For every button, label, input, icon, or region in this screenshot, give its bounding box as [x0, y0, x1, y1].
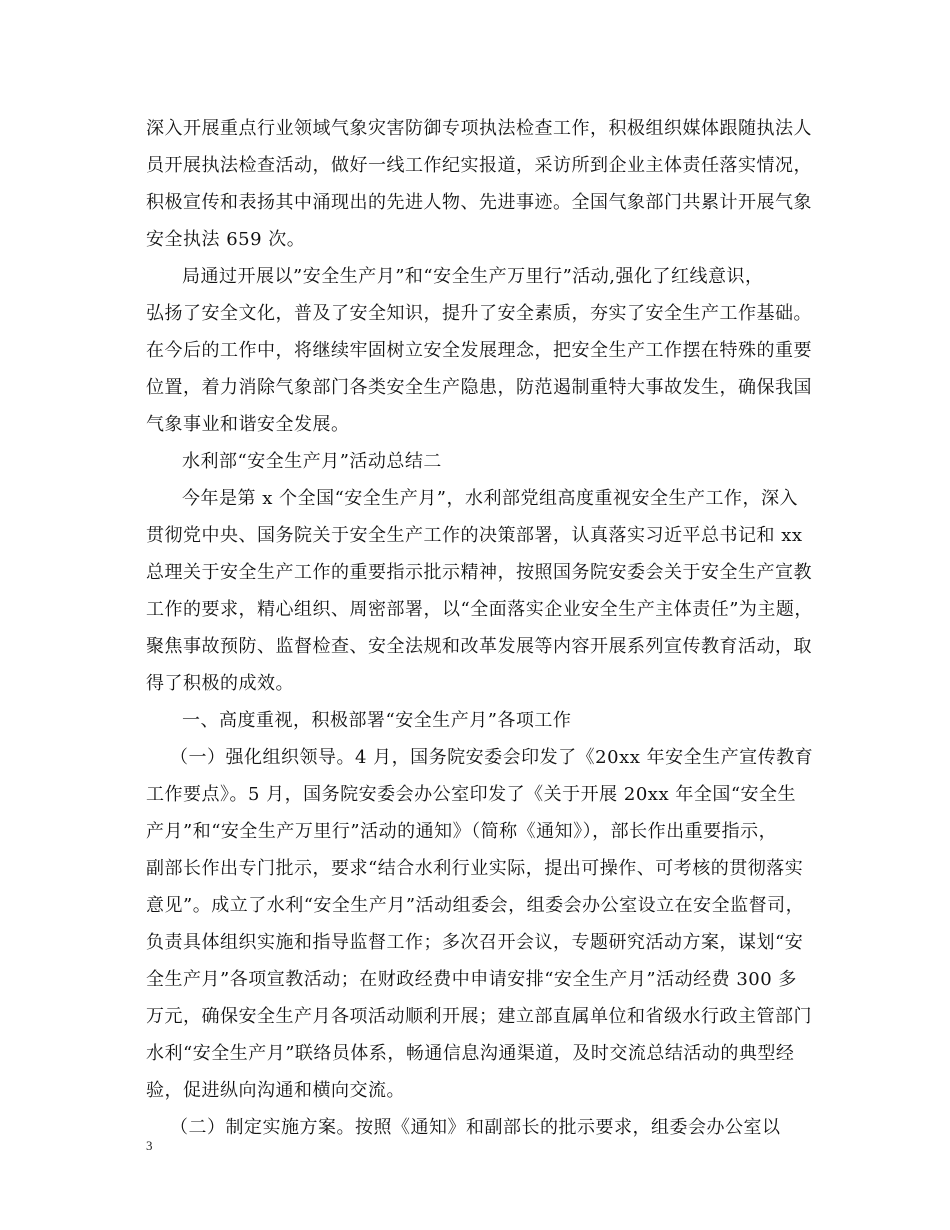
- text-line: 位置，着力消除气象部门各类安全生产隐患，防范遏制重特大事故发生，确保我国: [146, 377, 812, 398]
- text-line: 安全执法 659 次。: [146, 229, 306, 250]
- text-line: 验，促进纵向沟通和横向交流。: [146, 1080, 405, 1101]
- text-line: 今年是第 x 个全国“安全生产月”，水利部党组高度重视安全生产工作，深入: [182, 488, 798, 509]
- text-line: 工作的要求，精心组织、周密部署，以“全面落实企业安全生产主体责任”为主题，: [146, 599, 813, 620]
- text-line: 负责具体组织实施和指导监督工作；多次召开会议，专题研究活动方案，谋划“安: [146, 932, 804, 953]
- text-line: 聚焦事故预防、监督检查、安全法规和改革发展等内容开展系列宣传教育活动，取: [146, 636, 812, 657]
- text-line: 积极宣传和表扬其中涌现出的先进人物、先进事迹。全国气象部门共累计开展气象: [146, 192, 812, 213]
- text-line: 局通过开展以”安全生产月”和“安全生产万里行”活动,强化了红线意识，: [182, 266, 764, 287]
- text-line: 弘扬了安全文化，普及了安全知识，提升了安全素质，夯实了安全生产工作基础。: [146, 303, 812, 324]
- text-line: 副部长作出专门批示，要求“结合水利行业实际，提出可操作、可考核的贯彻落实: [146, 858, 804, 879]
- text-line: 在今后的工作中，将继续牢固树立安全发展理念，把安全生产工作摆在特殊的重要: [146, 340, 812, 361]
- text-line: 总理关于安全生产工作的重要指示批示精神，按照国务院安委会关于安全生产宣教: [146, 562, 812, 583]
- section-heading: 一、高度重视，积极部署“安全生产月”各项工作: [182, 710, 572, 731]
- section-heading: 水利部“安全生产月”活动总结二: [182, 451, 442, 472]
- text-line: （一）强化组织领导。4 月，国务院安委会印发了《20xx 年安全生产宣传教育: [170, 747, 814, 768]
- page-number: 3: [146, 1138, 153, 1153]
- text-line: 贯彻党中央、国务院关于安全生产工作的决策部署，认真落实习近平总书记和 xx: [146, 525, 803, 546]
- text-line: 得了积极的成效。: [146, 673, 294, 694]
- text-line: 气象事业和谐安全发展。: [146, 414, 350, 435]
- text-line: 产月”和“安全生产万里行”活动的通知》（简称《通知》），部长作出重要指示，: [146, 821, 778, 842]
- text-line: （二）制定实施方案。按照《通知》和副部长的批示要求，组委会办公室以: [170, 1117, 781, 1138]
- text-line: 水利“安全生产月”联络员体系，畅通信息沟通渠道，及时交流总结活动的典型经: [146, 1043, 795, 1064]
- text-line: 万元，确保安全生产月各项活动顺利开展；建立部直属单位和省级水行政主管部门: [146, 1006, 812, 1027]
- text-line: 深入开展重点行业领域气象灾害防御专项执法检查工作，积极组织媒体跟随执法人: [146, 118, 812, 139]
- text-line: 全生产月”各项宣教活动；在财政经费中申请安排“安全生产月”活动经费 300 多: [146, 969, 797, 990]
- text-line: 意见”。成立了水利“安全生产月”活动组委会，组委会办公室设立在安全监督司，: [146, 895, 805, 916]
- text-line: 工作要点》。5 月，国务院安委会办公室印发了《关于开展 20xx 年全国“安全生: [146, 784, 797, 805]
- text-line: 员开展执法检查活动，做好一线工作纪实报道，采访所到企业主体责任落实情况，: [146, 155, 812, 176]
